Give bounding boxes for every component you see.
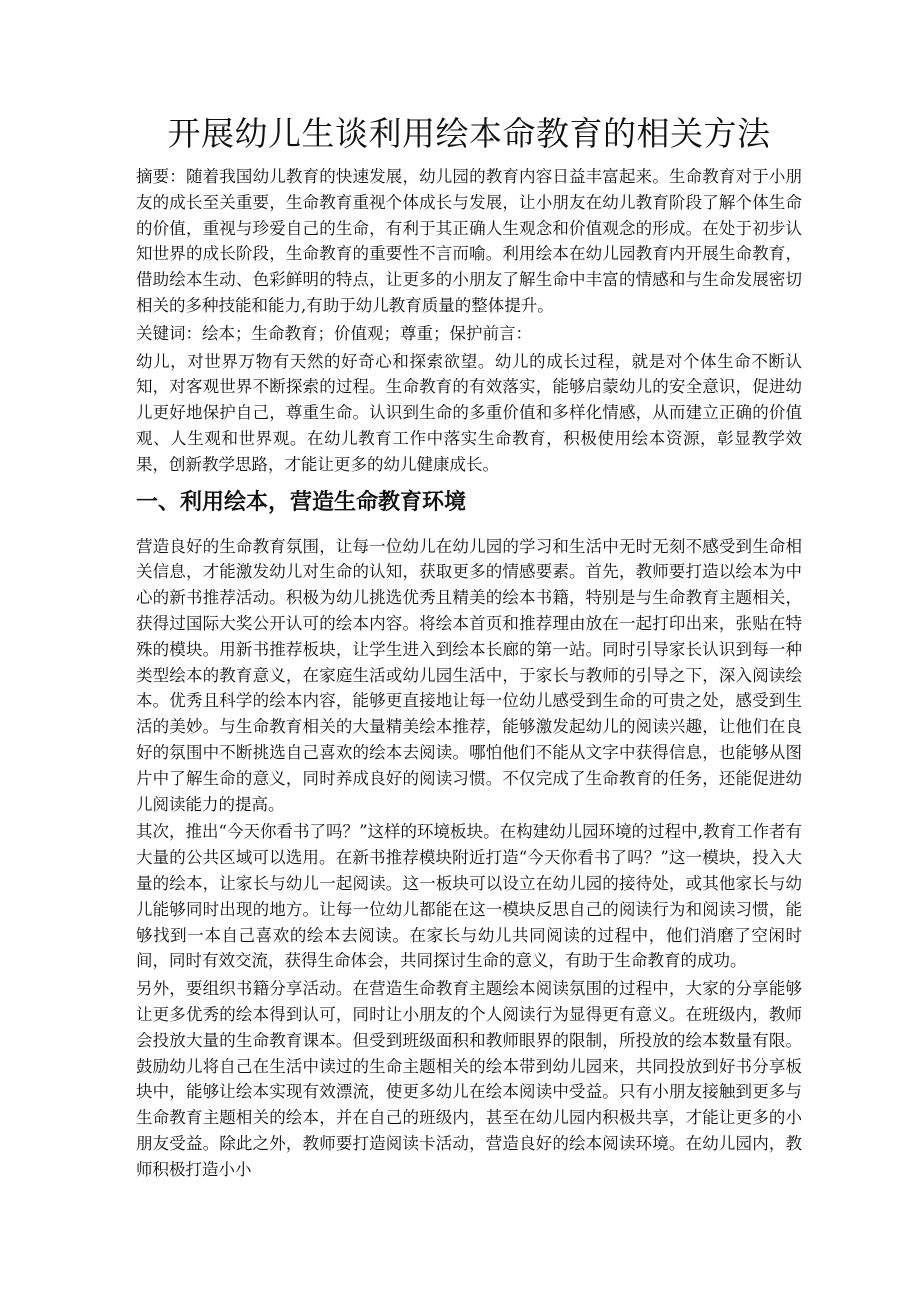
- abstract-paragraph: 摘要：随着我国幼儿教育的快速发展，幼儿园的教育内容日益丰富起来。生命教育对于小朋友的成长至关重要，生命教育重视个体成长与发展，让小朋友在幼儿教育阶段了解个体生命的价值，重视与珍爱自己的生命，有利于其正确人生观念和价值观念的形成。在处于初步认知世界的成长阶段，生命教育的重要性不言而喻。利用绘本在幼儿园教育内开展生命教育，借助绘本生动、色彩鲜明的特点，让更多的小朋友了解生命中丰富的情感和与生命发展密切相关的多种技能和能力,有助于幼儿教育质量的整体提升。: [136, 167, 802, 315]
- page-title: 开展幼儿生谈利用绘本命教育的相关方法: [167, 114, 771, 153]
- section-paragraph: 另外，要组织书籍分享活动。在营造生命教育主题绘本阅读氛围的过程中，大家的分享能够让更多优秀的绘本得到认可，同时让小朋友的个人阅读行为显得更有意义。在班级内，教师会投放大量的生命教育课本。但受到班级面积和教师眼界的限制，所投放的绘本数量有限。鼓励幼儿将自己在生活中读过的生命主题相关的绘本带到幼儿园来，共同投放到好书分享板块中，能够让绘本实现有效漂流，使更多幼儿在绘本阅读中受益。只有小朋友接触到更多与生命教育主题相关的绘本，并在自己的班级内，甚至在幼儿园内积极共享，才能让更多的小朋友受益。除此之外，教师要打造阅读卡活动，营造良好的绘本阅读环境。在幼儿园内，教师积极打造小小: [136, 979, 802, 1179]
- section-paragraph: 营造良好的生命教育氛围，让每一位幼儿在幼儿园的学习和生活中无时无刻不感受到生命相关信息，才能激发幼儿对生命的认知，获取更多的情感要素。首先，教师要打造以绘本为中心的新书推荐活动。积极为幼儿挑选优秀且精美的绘本书籍，特别是与生命教育主题相关，获得过国际大奖公开认可的绘本内容。将绘本首页和推荐理由放在一起打印出来，张贴在特殊的模块。用新书推荐板块，让学生进入到绘本长廊的第一站。同时引导家长认识到每一种类型绘本的教育意义，在家庭生活或幼儿园生活中，于家长与教师的引导之下，深入阅读绘本。优秀且科学的绘本内容，能够更直接地让每一位幼儿感受到生命的可贵之处，感受到生活的美妙。与生命教育相关的大量精美绘本推荐，能够激发起幼儿的阅读兴趣，让他们在良好的氛围中不断挑选自己喜欢的绘本去阅读。哪怕他们不能从文字中获得信息，也能够从图片中了解生命的意义，同时养成良好的阅读习惯。不仅完成了生命教育的任务，还能促进幼儿阅读能力的提高。: [136, 536, 802, 814]
- section-paragraph: 其次，推出“今天你看书了吗？”这样的环境板块。在构建幼儿园环境的过程中,教育工作者有大量的公共区域可以选用。在新书推荐模块附近打造“今天你看书了吗？”这一模块，投入大量的绘本，让家长与幼儿一起阅读。这一板块可以设立在幼儿园的接待处，或其他家长与幼儿能够同时出现的地方。让每一位幼儿都能在这一模块反思自己的阅读行为和阅读习惯，能够找到一本自己喜欢的绘本去阅读。在家长与幼儿共同阅读的过程中，他们消磨了空闲时间，同时有效交流，获得生命体会，共同探讨生命的意义，有助于生命教育的成功。: [136, 822, 802, 971]
- intro-paragraph: 幼儿，对世界万物有天然的好奇心和探索欲望。幼儿的成长过程，就是对个体生命不断认知，对客观世界不断探索的过程。生命教育的有效落实，能够启蒙幼儿的安全意识，促进幼儿更好地保护自己，尊重生命。认识到生命的多重价值和多样化情感，从而建立正确的价值观、人生观和世界观。在幼儿教育工作中落实生命教育，积极使用绘本资源，彰显教学效果，创新教学思路，才能让更多的幼儿健康成长。: [136, 351, 802, 474]
- document-page: [136, 108, 802, 1184]
- section-heading: 一、利用绘本，营造生命教育环境: [136, 489, 467, 515]
- keywords-line: 关键词：绘本；生命教育；价值观；尊重；保护前言：: [136, 323, 532, 343]
